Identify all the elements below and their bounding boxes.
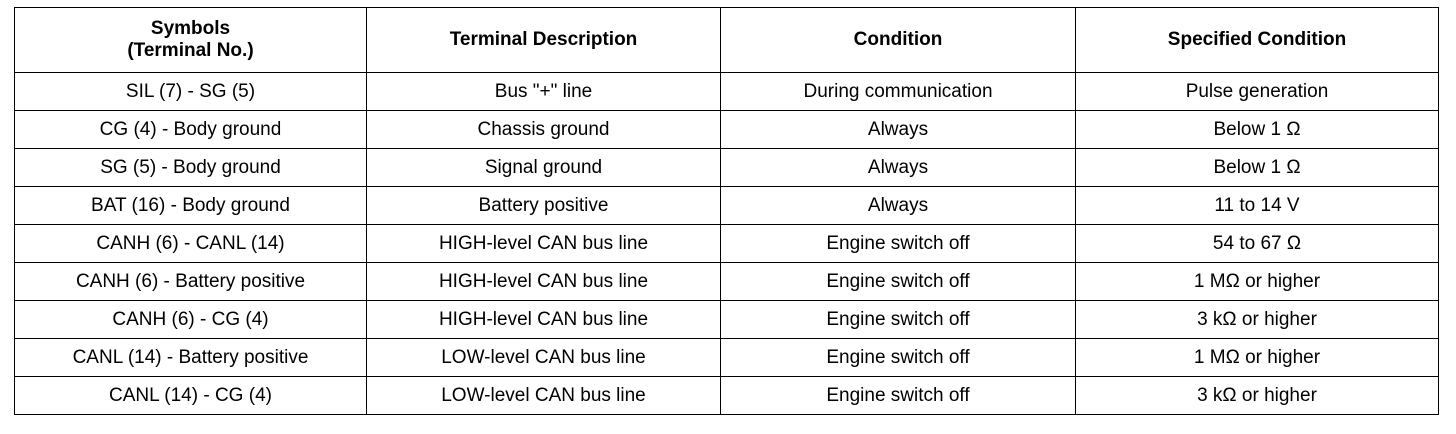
cell-description: HIGH-level CAN bus line [367,263,721,301]
table-row [15,339,1439,377]
cell-condition: Engine switch off [721,301,1076,339]
cell-condition: Engine switch off [721,263,1076,301]
cell-specified: Below 1 Ω [1076,149,1439,187]
cell-specified: 3 kΩ or higher [1076,301,1439,339]
cell-symbols: SG (5) - Body ground [15,149,367,187]
cell-condition: Always [721,111,1076,149]
cell-condition: Always [721,187,1076,225]
cell-symbols: CANL (14) - Battery positive [15,339,367,377]
cell-condition: Engine switch off [721,377,1076,415]
cell-condition: Engine switch off [721,339,1076,377]
cell-description: Bus "+" line [367,73,721,111]
cell-symbols: CANH (6) - CANL (14) [15,225,367,263]
table-row [15,225,1439,263]
header-terminal-description: Terminal Description [367,8,721,73]
header-symbols-line1: Symbols [150,18,231,39]
cell-specified: Pulse generation [1076,73,1439,111]
table-row [15,377,1439,415]
cell-symbols: CANL (14) - CG (4) [15,377,367,415]
cell-description: LOW-level CAN bus line [367,339,721,377]
header-symbols-line2: (Terminal No.) [127,40,254,61]
cell-description: LOW-level CAN bus line [367,377,721,415]
cell-symbols: SIL (7) - SG (5) [15,73,367,111]
header-symbols [15,8,367,73]
cell-condition: During communication [721,73,1076,111]
cell-symbols: CANH (6) - CG (4) [15,301,367,339]
cell-symbols: CG (4) - Body ground [15,111,367,149]
cell-description: Battery positive [367,187,721,225]
cell-description: HIGH-level CAN bus line [367,301,721,339]
table-header [15,8,1439,73]
table-row [15,301,1439,339]
cell-description: HIGH-level CAN bus line [367,225,721,263]
table-row [15,111,1439,149]
cell-symbols: CANH (6) - Battery positive [15,263,367,301]
terminal-spec-table [14,7,1439,415]
header-condition: Condition [721,8,1076,73]
cell-specified: 11 to 14 V [1076,187,1439,225]
cell-symbols: BAT (16) - Body ground [15,187,367,225]
cell-condition: Always [721,149,1076,187]
table-body [15,73,1439,415]
table-row [15,73,1439,111]
header-specified-condition: Specified Condition [1076,8,1439,73]
table-row [15,149,1439,187]
table-row [15,187,1439,225]
table-row [15,263,1439,301]
cell-specified: 54 to 67 Ω [1076,225,1439,263]
cell-specified: 3 kΩ or higher [1076,377,1439,415]
cell-condition: Engine switch off [721,225,1076,263]
cell-description: Chassis ground [367,111,721,149]
cell-specified: 1 MΩ or higher [1076,263,1439,301]
header-row [15,8,1439,73]
cell-specified: 1 MΩ or higher [1076,339,1439,377]
cell-description: Signal ground [367,149,721,187]
cell-specified: Below 1 Ω [1076,111,1439,149]
